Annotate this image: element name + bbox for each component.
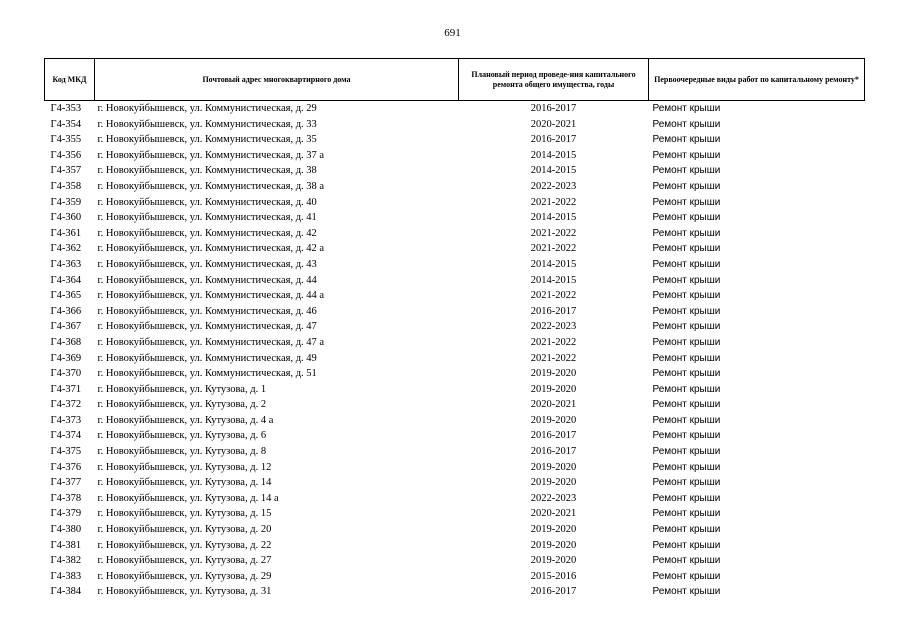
cell-address: г. Новокуйбышевск, ул. Кутузова, д. 31 [97, 586, 272, 598]
cell-address: г. Новокуйбышевск, ул. Коммунистическая, д. 46 [97, 305, 317, 317]
table-row [45, 163, 865, 179]
table-row [45, 553, 865, 569]
table-row [45, 148, 865, 164]
table-row [45, 506, 865, 522]
cell-address: г. Новокуйбышевск, ул. Коммунистическая, д. 47 [97, 321, 317, 333]
cell-code: Г4-374 [50, 430, 82, 442]
cell-address: г. Новокуйбышевск, ул. Коммунистическая, д. 35 [97, 134, 317, 146]
table-row [45, 241, 865, 257]
cell-code: Г4-373 [50, 414, 82, 426]
cell-work: Ремонт крыши [652, 258, 721, 270]
header-address: Почтовый адрес многоквартирного дома [95, 59, 459, 101]
cell-period: 2016-2017 [530, 103, 577, 114]
cell-work: Ремонт крыши [652, 430, 721, 442]
cell-code: Г4-380 [50, 524, 82, 536]
cell-code: Г4-364 [50, 274, 82, 286]
cell-period: 2019-2020 [530, 539, 577, 551]
cell-address: г. Новокуйбышевск, ул. Кутузова, д. 4 а [97, 414, 274, 426]
cell-address: г. Новокуйбышевск, ул. Коммунистическая, д. 44 а [97, 290, 325, 302]
cell-work: Ремонт крыши [652, 508, 721, 520]
table-row [45, 491, 865, 507]
cell-work: Ремонт крыши [652, 414, 721, 426]
cell-address: г. Новокуйбышевск, ул. Коммунистическая, д. 33 [97, 118, 317, 130]
cell-address: г. Новокуйбышевск, ул. Коммунистическая, д. 38 а [97, 180, 325, 192]
cell-address: г. Новокуйбышевск, ул. Коммунистическая, д. 29 [97, 103, 317, 114]
header-works: Первоочередные виды работ по капитальному ремонту* [649, 59, 865, 101]
cell-address: г. Новокуйбышевск, ул. Кутузова, д. 22 [97, 539, 272, 551]
cell-code: Г4-366 [50, 305, 82, 317]
cell-address: г. Новокуйбышевск, ул. Коммунистическая, д. 37 а [97, 149, 325, 161]
cell-code: Г4-383 [50, 570, 82, 582]
cell-period: 2014-2015 [530, 212, 577, 224]
table-row [45, 195, 865, 211]
cell-address: г. Новокуйбышевск, ул. Кутузова, д. 27 [97, 555, 272, 567]
table-row [45, 210, 865, 226]
cell-period: 2021-2022 [530, 336, 577, 348]
table-row [45, 413, 865, 429]
cell-work: Ремонт крыши [652, 227, 721, 239]
cell-period: 2020-2021 [530, 399, 577, 411]
cell-code: Г4-362 [50, 243, 82, 255]
repair-schedule-table-container [44, 58, 864, 600]
cell-address: г. Новокуйбышевск, ул. Коммунистическая, д. 47 а [97, 336, 325, 348]
cell-address: г. Новокуйбышевск, ул. Коммунистическая, д. 42 а [97, 243, 325, 255]
cell-period: 2016-2017 [530, 430, 577, 442]
cell-address: г. Новокуйбышевск, ул. Кутузова, д. 8 [97, 446, 267, 458]
table-row [45, 226, 865, 242]
cell-work: Ремонт крыши [652, 461, 721, 473]
table-row [45, 397, 865, 413]
cell-work: Ремонт крыши [652, 383, 721, 395]
cell-work: Ремонт крыши [652, 290, 721, 302]
cell-period: 2016-2017 [530, 446, 577, 458]
cell-period: 2020-2021 [530, 118, 577, 130]
table-row [45, 366, 865, 382]
cell-period: 2016-2017 [530, 305, 577, 317]
cell-code: Г4-375 [50, 446, 82, 458]
cell-work: Ремонт крыши [652, 368, 721, 380]
cell-period: 2021-2022 [530, 196, 577, 208]
table-row [45, 257, 865, 273]
table-row [45, 444, 865, 460]
cell-work: Ремонт крыши [652, 149, 721, 161]
cell-address: г. Новокуйбышевск, ул. Коммунистическая, д. 38 [97, 165, 317, 177]
header-code: Код МКД [45, 59, 95, 101]
cell-work: Ремонт крыши [652, 477, 721, 489]
cell-address: г. Новокуйбышевск, ул. Коммунистическая, д. 42 [97, 227, 317, 239]
cell-code: Г4-358 [50, 180, 82, 192]
table-row [45, 351, 865, 367]
cell-work: Ремонт крыши [652, 555, 721, 567]
cell-code: Г4-381 [50, 539, 82, 551]
cell-period: 2019-2020 [530, 461, 577, 473]
table-row [45, 335, 865, 351]
table-row [45, 428, 865, 444]
cell-work: Ремонт крыши [652, 212, 721, 224]
cell-address: г. Новокуйбышевск, ул. Кутузова, д. 2 [97, 399, 267, 411]
cell-work: Ремонт крыши [652, 180, 721, 192]
cell-work: Ремонт крыши [652, 165, 721, 177]
table-row [45, 538, 865, 554]
cell-code: Г4-355 [50, 134, 82, 146]
cell-code: Г4-379 [50, 508, 82, 520]
cell-code: Г4-367 [50, 321, 82, 333]
cell-period: 2021-2022 [530, 227, 577, 239]
cell-period: 2019-2020 [530, 383, 577, 395]
cell-work: Ремонт крыши [652, 570, 721, 582]
table-row [45, 273, 865, 289]
cell-code: Г4-353 [50, 103, 82, 114]
cell-code: Г4-372 [50, 399, 82, 411]
table-row [45, 304, 865, 320]
cell-period: 2014-2015 [530, 149, 577, 161]
cell-period: 2019-2020 [530, 555, 577, 567]
table-row [45, 319, 865, 335]
cell-code: Г4-359 [50, 196, 82, 208]
cell-code: Г4-357 [50, 165, 82, 177]
cell-code: Г4-371 [50, 383, 82, 395]
table-row [45, 101, 865, 117]
cell-period: 2021-2022 [530, 243, 577, 255]
table-row [45, 179, 865, 195]
cell-work: Ремонт крыши [652, 274, 721, 286]
cell-period: 2016-2017 [530, 586, 577, 598]
cell-work: Ремонт крыши [652, 399, 721, 411]
cell-work: Ремонт крыши [652, 446, 721, 458]
cell-code: Г4-384 [50, 586, 82, 598]
cell-code: Г4-354 [50, 118, 82, 130]
cell-address: г. Новокуйбышевск, ул. Коммунистическая, д. 51 [97, 368, 317, 380]
table-row [45, 475, 865, 491]
header-period: Плановый период проведе-ния капитального ремонта общего имущества, годы [459, 59, 649, 101]
cell-code: Г4-363 [50, 258, 82, 270]
repair-schedule-table [44, 58, 865, 600]
cell-address: г. Новокуйбышевск, ул. Кутузова, д. 6 [97, 430, 267, 442]
cell-work: Ремонт крыши [652, 321, 721, 333]
cell-address: г. Новокуйбышевск, ул. Коммунистическая, д. 44 [97, 274, 317, 286]
cell-work: Ремонт крыши [652, 118, 721, 130]
cell-period: 2019-2020 [530, 477, 577, 489]
cell-work: Ремонт крыши [652, 492, 721, 504]
cell-code: Г4-356 [50, 149, 82, 161]
cell-period: 2016-2017 [530, 134, 577, 146]
cell-address: г. Новокуйбышевск, ул. Кутузова, д. 15 [97, 508, 272, 520]
cell-period: 2020-2021 [530, 508, 577, 520]
cell-work: Ремонт крыши [652, 352, 721, 364]
cell-period: 2022-2023 [530, 492, 577, 504]
cell-address: г. Новокуйбышевск, ул. Кутузова, д. 14 а [97, 492, 279, 504]
cell-period: 2019-2020 [530, 368, 577, 380]
cell-work: Ремонт крыши [652, 586, 721, 598]
cell-code: Г4-360 [50, 212, 82, 224]
cell-code: Г4-365 [50, 290, 82, 302]
cell-code: Г4-369 [50, 352, 82, 364]
header-row [45, 59, 865, 101]
cell-period: 2014-2015 [530, 165, 577, 177]
cell-code: Г4-368 [50, 336, 82, 348]
cell-period: 2022-2023 [530, 180, 577, 192]
page-number: 691 [444, 27, 461, 39]
table-row [45, 569, 865, 585]
cell-address: г. Новокуйбышевск, ул. Кутузова, д. 14 [97, 477, 272, 489]
cell-code: Г4-370 [50, 368, 82, 380]
table-row [45, 117, 865, 133]
cell-code: Г4-376 [50, 461, 82, 473]
cell-code: Г4-361 [50, 227, 82, 239]
cell-period: 2014-2015 [530, 274, 577, 286]
cell-work: Ремонт крыши [652, 134, 721, 146]
cell-address: г. Новокуйбышевск, ул. Кутузова, д. 12 [97, 461, 272, 473]
cell-work: Ремонт крыши [652, 336, 721, 348]
table-row [45, 132, 865, 148]
cell-period: 2015-2016 [530, 570, 577, 582]
cell-work: Ремонт крыши [652, 539, 721, 551]
cell-period: 2022-2023 [530, 321, 577, 333]
cell-work: Ремонт крыши [652, 243, 721, 255]
cell-address: г. Новокуйбышевск, ул. Коммунистическая, д. 49 [97, 352, 317, 364]
cell-address: г. Новокуйбышевск, ул. Коммунистическая, д. 43 [97, 258, 317, 270]
table-row [45, 522, 865, 538]
cell-period: 2014-2015 [530, 258, 577, 270]
cell-period: 2021-2022 [530, 290, 577, 302]
cell-period: 2019-2020 [530, 414, 577, 426]
cell-code: Г4-377 [50, 477, 82, 489]
cell-work: Ремонт крыши [652, 103, 721, 114]
cell-period: 2021-2022 [530, 352, 577, 364]
cell-code: Г4-378 [50, 492, 82, 504]
table-body [45, 101, 865, 601]
cell-address: г. Новокуйбышевск, ул. Кутузова, д. 20 [97, 524, 272, 536]
table-row [45, 584, 865, 600]
cell-code: Г4-382 [50, 555, 82, 567]
cell-work: Ремонт крыши [652, 524, 721, 536]
cell-work: Ремонт крыши [652, 196, 721, 208]
table-row [45, 460, 865, 476]
cell-period: 2019-2020 [530, 524, 577, 536]
cell-work: Ремонт крыши [652, 305, 721, 317]
cell-address: г. Новокуйбышевск, ул. Кутузова, д. 1 [97, 383, 267, 395]
cell-address: г. Новокуйбышевск, ул. Коммунистическая, д. 40 [97, 196, 317, 208]
table-row [45, 382, 865, 398]
cell-address: г. Новокуйбышевск, ул. Кутузова, д. 29 [97, 570, 272, 582]
cell-address: г. Новокуйбышевск, ул. Коммунистическая, д. 41 [97, 212, 317, 224]
table-header [45, 59, 865, 101]
table-row [45, 288, 865, 304]
